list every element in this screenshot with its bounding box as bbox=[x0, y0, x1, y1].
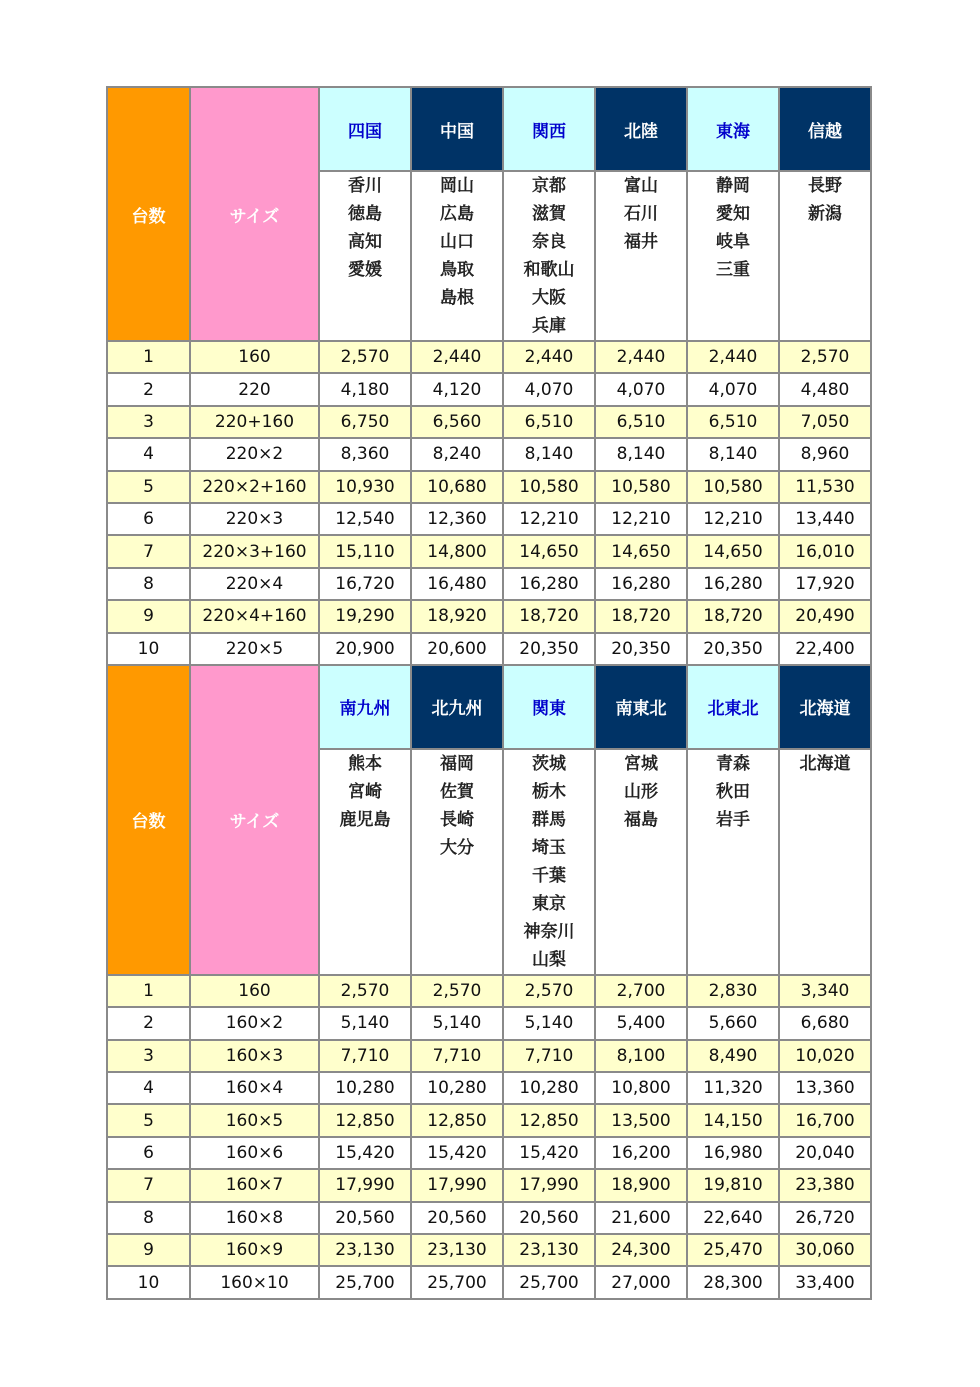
package-size: 160×2 bbox=[190, 1007, 319, 1039]
price-cell: 16,480 bbox=[411, 568, 503, 600]
rate-row bbox=[107, 1266, 871, 1298]
region-header: 南東北 bbox=[595, 665, 687, 749]
unit-count: 9 bbox=[107, 1234, 190, 1266]
price-cell: 12,210 bbox=[595, 503, 687, 535]
price-cell: 10,020 bbox=[779, 1040, 871, 1072]
price-cell: 6,510 bbox=[687, 406, 779, 438]
rate-row bbox=[107, 406, 871, 438]
prefecture-name: 福岡 bbox=[440, 753, 474, 774]
price-cell: 16,280 bbox=[687, 568, 779, 600]
prefecture-list bbox=[779, 171, 871, 341]
package-size: 220×3+160 bbox=[190, 535, 319, 567]
package-size: 160×3 bbox=[190, 1040, 319, 1072]
price-cell: 33,400 bbox=[779, 1266, 871, 1298]
rate-row bbox=[107, 568, 871, 600]
unit-count: 7 bbox=[107, 1169, 190, 1201]
price-cell: 12,540 bbox=[319, 503, 411, 535]
unit-count: 8 bbox=[107, 568, 190, 600]
price-cell: 20,560 bbox=[411, 1202, 503, 1234]
package-size: 160×4 bbox=[190, 1072, 319, 1104]
prefecture-name: 鳥取 bbox=[440, 260, 474, 280]
rate-row bbox=[107, 1169, 871, 1201]
prefecture-list bbox=[411, 171, 503, 341]
prefecture-name: 愛媛 bbox=[348, 260, 382, 280]
prefecture-name: 滋賀 bbox=[532, 204, 566, 224]
package-size: 220×2 bbox=[190, 438, 319, 470]
rate-row bbox=[107, 1007, 871, 1039]
price-cell: 2,570 bbox=[411, 975, 503, 1007]
unit-count: 9 bbox=[107, 600, 190, 632]
price-cell: 18,720 bbox=[687, 600, 779, 632]
price-cell: 10,580 bbox=[595, 471, 687, 503]
price-cell: 23,380 bbox=[779, 1169, 871, 1201]
prefecture-name: 長野 bbox=[808, 176, 842, 196]
unit-count: 1 bbox=[107, 341, 190, 373]
prefecture-name: 富山 bbox=[624, 176, 658, 196]
package-size: 160×5 bbox=[190, 1104, 319, 1136]
unit-count: 2 bbox=[107, 1007, 190, 1039]
price-cell: 8,490 bbox=[687, 1040, 779, 1072]
price-cell: 12,850 bbox=[411, 1104, 503, 1136]
prefecture-name: 山形 bbox=[624, 781, 658, 802]
unit-count: 6 bbox=[107, 1137, 190, 1169]
price-cell: 10,280 bbox=[319, 1072, 411, 1104]
region-header: 四国 bbox=[319, 87, 411, 171]
package-size: 160×6 bbox=[190, 1137, 319, 1169]
prefecture-name: 大阪 bbox=[532, 288, 566, 308]
price-cell: 19,290 bbox=[319, 600, 411, 632]
price-cell: 15,420 bbox=[411, 1137, 503, 1169]
price-cell: 2,570 bbox=[319, 341, 411, 373]
prefecture-name: 佐賀 bbox=[440, 781, 474, 802]
price-cell: 4,070 bbox=[595, 373, 687, 405]
price-cell: 12,210 bbox=[687, 503, 779, 535]
prefecture-name: 徳島 bbox=[348, 204, 382, 224]
prefecture-name: 茨城 bbox=[532, 753, 566, 774]
price-cell: 8,360 bbox=[319, 438, 411, 470]
price-cell: 18,920 bbox=[411, 600, 503, 632]
rate-row bbox=[107, 1104, 871, 1136]
package-size: 160 bbox=[190, 975, 319, 1007]
unit-count: 5 bbox=[107, 471, 190, 503]
price-cell: 2,440 bbox=[411, 341, 503, 373]
price-cell: 18,720 bbox=[595, 600, 687, 632]
prefecture-list bbox=[411, 749, 503, 975]
prefecture-name: 熊本 bbox=[348, 753, 382, 774]
package-size: 160×7 bbox=[190, 1169, 319, 1201]
price-cell: 16,200 bbox=[595, 1137, 687, 1169]
price-cell: 4,480 bbox=[779, 373, 871, 405]
price-cell: 10,280 bbox=[503, 1072, 595, 1104]
price-cell: 16,700 bbox=[779, 1104, 871, 1136]
price-cell: 8,100 bbox=[595, 1040, 687, 1072]
price-cell: 12,850 bbox=[503, 1104, 595, 1136]
region-header: 関東 bbox=[503, 665, 595, 749]
price-cell: 16,010 bbox=[779, 535, 871, 567]
price-cell: 24,300 bbox=[595, 1234, 687, 1266]
region-header: 関西 bbox=[503, 87, 595, 171]
price-cell: 2,440 bbox=[503, 341, 595, 373]
unit-count: 7 bbox=[107, 535, 190, 567]
rate-row bbox=[107, 1137, 871, 1169]
prefecture-name: 香川 bbox=[348, 176, 382, 196]
price-cell: 17,990 bbox=[503, 1169, 595, 1201]
package-size: 220×4+160 bbox=[190, 600, 319, 632]
prefecture-name: 秋田 bbox=[716, 781, 750, 802]
price-cell: 20,040 bbox=[779, 1137, 871, 1169]
package-size: 220×4 bbox=[190, 568, 319, 600]
price-cell: 2,830 bbox=[687, 975, 779, 1007]
price-cell: 20,560 bbox=[503, 1202, 595, 1234]
prefecture-name: 埼玉 bbox=[532, 837, 566, 858]
prefecture-list bbox=[595, 171, 687, 341]
price-cell: 15,420 bbox=[319, 1137, 411, 1169]
price-cell: 15,110 bbox=[319, 535, 411, 567]
package-size: 220×2+160 bbox=[190, 471, 319, 503]
package-size: 160×8 bbox=[190, 1202, 319, 1234]
price-cell: 5,400 bbox=[595, 1007, 687, 1039]
prefecture-name: 石川 bbox=[624, 204, 658, 224]
price-cell: 21,600 bbox=[595, 1202, 687, 1234]
price-cell: 14,800 bbox=[411, 535, 503, 567]
package-size: 220×5 bbox=[190, 633, 319, 665]
region-header: 東海 bbox=[687, 87, 779, 171]
price-cell: 2,570 bbox=[779, 341, 871, 373]
price-cell: 14,650 bbox=[503, 535, 595, 567]
price-cell: 28,300 bbox=[687, 1266, 779, 1298]
price-cell: 16,280 bbox=[503, 568, 595, 600]
rate-row bbox=[107, 535, 871, 567]
price-cell: 2,570 bbox=[503, 975, 595, 1007]
rate-row bbox=[107, 1234, 871, 1266]
price-cell: 18,720 bbox=[503, 600, 595, 632]
price-cell: 16,280 bbox=[595, 568, 687, 600]
price-cell: 8,960 bbox=[779, 438, 871, 470]
prefecture-name: 栃木 bbox=[532, 781, 566, 802]
rate-row bbox=[107, 633, 871, 665]
price-cell: 6,510 bbox=[595, 406, 687, 438]
prefecture-name: 兵庫 bbox=[532, 316, 566, 336]
price-cell: 13,440 bbox=[779, 503, 871, 535]
rate-row bbox=[107, 1072, 871, 1104]
price-cell: 7,710 bbox=[503, 1040, 595, 1072]
price-cell: 6,510 bbox=[503, 406, 595, 438]
price-cell: 2,440 bbox=[595, 341, 687, 373]
price-cell: 6,750 bbox=[319, 406, 411, 438]
package-size: 220+160 bbox=[190, 406, 319, 438]
prefecture-name: 岡山 bbox=[440, 176, 474, 196]
prefecture-list bbox=[319, 749, 411, 975]
region-header: 南九州 bbox=[319, 665, 411, 749]
prefecture-name: 神奈川 bbox=[523, 921, 575, 942]
price-cell: 17,990 bbox=[411, 1169, 503, 1201]
prefecture-name: 新潟 bbox=[808, 204, 842, 224]
unit-count: 1 bbox=[107, 975, 190, 1007]
price-cell: 6,680 bbox=[779, 1007, 871, 1039]
package-size: 160×10 bbox=[190, 1266, 319, 1298]
unit-count: 4 bbox=[107, 1072, 190, 1104]
unit-count: 10 bbox=[107, 1266, 190, 1298]
rate-row bbox=[107, 1202, 871, 1234]
rate-row bbox=[107, 1040, 871, 1072]
price-cell: 19,810 bbox=[687, 1169, 779, 1201]
price-cell: 12,210 bbox=[503, 503, 595, 535]
rate-row bbox=[107, 600, 871, 632]
price-cell: 25,700 bbox=[503, 1266, 595, 1298]
price-cell: 30,060 bbox=[779, 1234, 871, 1266]
region-header: 北海道 bbox=[779, 665, 871, 749]
prefecture-name: 長崎 bbox=[440, 809, 474, 830]
rate-row bbox=[107, 438, 871, 470]
price-cell: 10,580 bbox=[687, 471, 779, 503]
prefecture-name: 島根 bbox=[440, 288, 474, 308]
prefecture-list bbox=[319, 171, 411, 341]
prefecture-name: 大分 bbox=[440, 837, 474, 858]
package-size: 160×9 bbox=[190, 1234, 319, 1266]
price-cell: 2,570 bbox=[319, 975, 411, 1007]
unit-count: 6 bbox=[107, 503, 190, 535]
prefecture-name: 愛知 bbox=[716, 204, 750, 224]
prefecture-name: 山口 bbox=[440, 232, 474, 252]
price-cell: 2,700 bbox=[595, 975, 687, 1007]
price-cell: 11,320 bbox=[687, 1072, 779, 1104]
price-cell: 20,900 bbox=[319, 633, 411, 665]
price-cell: 23,130 bbox=[319, 1234, 411, 1266]
price-cell: 7,050 bbox=[779, 406, 871, 438]
prefecture-list bbox=[503, 171, 595, 341]
price-cell: 16,720 bbox=[319, 568, 411, 600]
price-cell: 14,650 bbox=[595, 535, 687, 567]
price-cell: 23,130 bbox=[503, 1234, 595, 1266]
price-cell: 10,580 bbox=[503, 471, 595, 503]
region-header: 北陸 bbox=[595, 87, 687, 171]
price-cell: 20,350 bbox=[503, 633, 595, 665]
price-cell: 26,720 bbox=[779, 1202, 871, 1234]
price-cell: 20,490 bbox=[779, 600, 871, 632]
region-header-row bbox=[107, 665, 871, 749]
price-cell: 8,140 bbox=[503, 438, 595, 470]
price-cell: 14,150 bbox=[687, 1104, 779, 1136]
size-header: サイズ bbox=[190, 665, 319, 975]
price-cell: 5,140 bbox=[411, 1007, 503, 1039]
unit-count: 2 bbox=[107, 373, 190, 405]
price-cell: 10,930 bbox=[319, 471, 411, 503]
region-header: 北東北 bbox=[687, 665, 779, 749]
rate-row bbox=[107, 975, 871, 1007]
prefecture-list bbox=[595, 749, 687, 975]
price-cell: 20,350 bbox=[595, 633, 687, 665]
price-cell: 18,900 bbox=[595, 1169, 687, 1201]
prefecture-name: 鹿児島 bbox=[339, 809, 391, 830]
prefecture-name: 広島 bbox=[440, 204, 474, 224]
shipping-rate-table bbox=[106, 86, 872, 1300]
price-cell: 16,980 bbox=[687, 1137, 779, 1169]
price-cell: 15,420 bbox=[503, 1137, 595, 1169]
prefecture-name: 高知 bbox=[348, 232, 382, 252]
price-cell: 20,600 bbox=[411, 633, 503, 665]
price-cell: 7,710 bbox=[411, 1040, 503, 1072]
region-header-row bbox=[107, 87, 871, 171]
price-cell: 13,360 bbox=[779, 1072, 871, 1104]
prefecture-name: 京都 bbox=[532, 176, 566, 196]
region-header: 中国 bbox=[411, 87, 503, 171]
price-cell: 10,680 bbox=[411, 471, 503, 503]
price-cell: 14,650 bbox=[687, 535, 779, 567]
prefecture-name: 山梨 bbox=[532, 949, 566, 970]
rate-row bbox=[107, 373, 871, 405]
price-cell: 2,440 bbox=[687, 341, 779, 373]
prefecture-list bbox=[503, 749, 595, 975]
price-cell: 22,400 bbox=[779, 633, 871, 665]
price-cell: 6,560 bbox=[411, 406, 503, 438]
prefecture-name: 福井 bbox=[624, 232, 658, 252]
package-size: 220×3 bbox=[190, 503, 319, 535]
region-header: 北九州 bbox=[411, 665, 503, 749]
unit-count: 4 bbox=[107, 438, 190, 470]
unit-count: 3 bbox=[107, 1040, 190, 1072]
unit-count: 3 bbox=[107, 406, 190, 438]
unit-count: 10 bbox=[107, 633, 190, 665]
price-cell: 25,470 bbox=[687, 1234, 779, 1266]
prefecture-name: 北海道 bbox=[799, 753, 851, 774]
unit-count: 5 bbox=[107, 1104, 190, 1136]
prefecture-name: 青森 bbox=[716, 753, 750, 774]
price-cell: 5,140 bbox=[503, 1007, 595, 1039]
rate-row bbox=[107, 471, 871, 503]
price-cell: 12,360 bbox=[411, 503, 503, 535]
price-cell: 23,130 bbox=[411, 1234, 503, 1266]
prefecture-name: 群馬 bbox=[532, 809, 566, 830]
price-cell: 4,070 bbox=[503, 373, 595, 405]
price-cell: 25,700 bbox=[319, 1266, 411, 1298]
prefecture-name: 岐阜 bbox=[716, 232, 750, 252]
price-cell: 5,660 bbox=[687, 1007, 779, 1039]
price-cell: 8,140 bbox=[687, 438, 779, 470]
package-size: 160 bbox=[190, 341, 319, 373]
region-header: 信越 bbox=[779, 87, 871, 171]
price-cell: 4,120 bbox=[411, 373, 503, 405]
price-cell: 7,710 bbox=[319, 1040, 411, 1072]
price-cell: 4,070 bbox=[687, 373, 779, 405]
price-cell: 22,640 bbox=[687, 1202, 779, 1234]
prefecture-name: 福島 bbox=[624, 809, 658, 830]
price-cell: 10,800 bbox=[595, 1072, 687, 1104]
prefecture-list bbox=[687, 749, 779, 975]
price-cell: 17,990 bbox=[319, 1169, 411, 1201]
price-cell: 13,500 bbox=[595, 1104, 687, 1136]
price-cell: 8,140 bbox=[595, 438, 687, 470]
prefecture-name: 岩手 bbox=[716, 809, 750, 830]
rate-row bbox=[107, 341, 871, 373]
price-cell: 8,240 bbox=[411, 438, 503, 470]
count-header: 台数 bbox=[107, 87, 190, 341]
unit-count: 8 bbox=[107, 1202, 190, 1234]
price-cell: 20,560 bbox=[319, 1202, 411, 1234]
prefecture-name: 奈良 bbox=[532, 232, 566, 252]
rate-row bbox=[107, 503, 871, 535]
prefecture-list bbox=[779, 749, 871, 975]
prefecture-name: 東京 bbox=[532, 893, 566, 914]
count-header: 台数 bbox=[107, 665, 190, 975]
price-cell: 11,530 bbox=[779, 471, 871, 503]
prefecture-name: 千葉 bbox=[532, 865, 566, 886]
price-cell: 20,350 bbox=[687, 633, 779, 665]
size-header: サイズ bbox=[190, 87, 319, 341]
price-cell: 25,700 bbox=[411, 1266, 503, 1298]
prefecture-name: 宮城 bbox=[624, 753, 658, 774]
price-cell: 17,920 bbox=[779, 568, 871, 600]
prefecture-name: 宮崎 bbox=[348, 781, 382, 802]
prefecture-name: 三重 bbox=[716, 260, 750, 280]
price-cell: 5,140 bbox=[319, 1007, 411, 1039]
price-cell: 12,850 bbox=[319, 1104, 411, 1136]
price-cell: 3,340 bbox=[779, 975, 871, 1007]
price-cell: 27,000 bbox=[595, 1266, 687, 1298]
price-cell: 10,280 bbox=[411, 1072, 503, 1104]
prefecture-name: 和歌山 bbox=[523, 260, 575, 280]
prefecture-list bbox=[687, 171, 779, 341]
prefecture-name: 静岡 bbox=[716, 176, 750, 196]
price-cell: 4,180 bbox=[319, 373, 411, 405]
package-size: 220 bbox=[190, 373, 319, 405]
